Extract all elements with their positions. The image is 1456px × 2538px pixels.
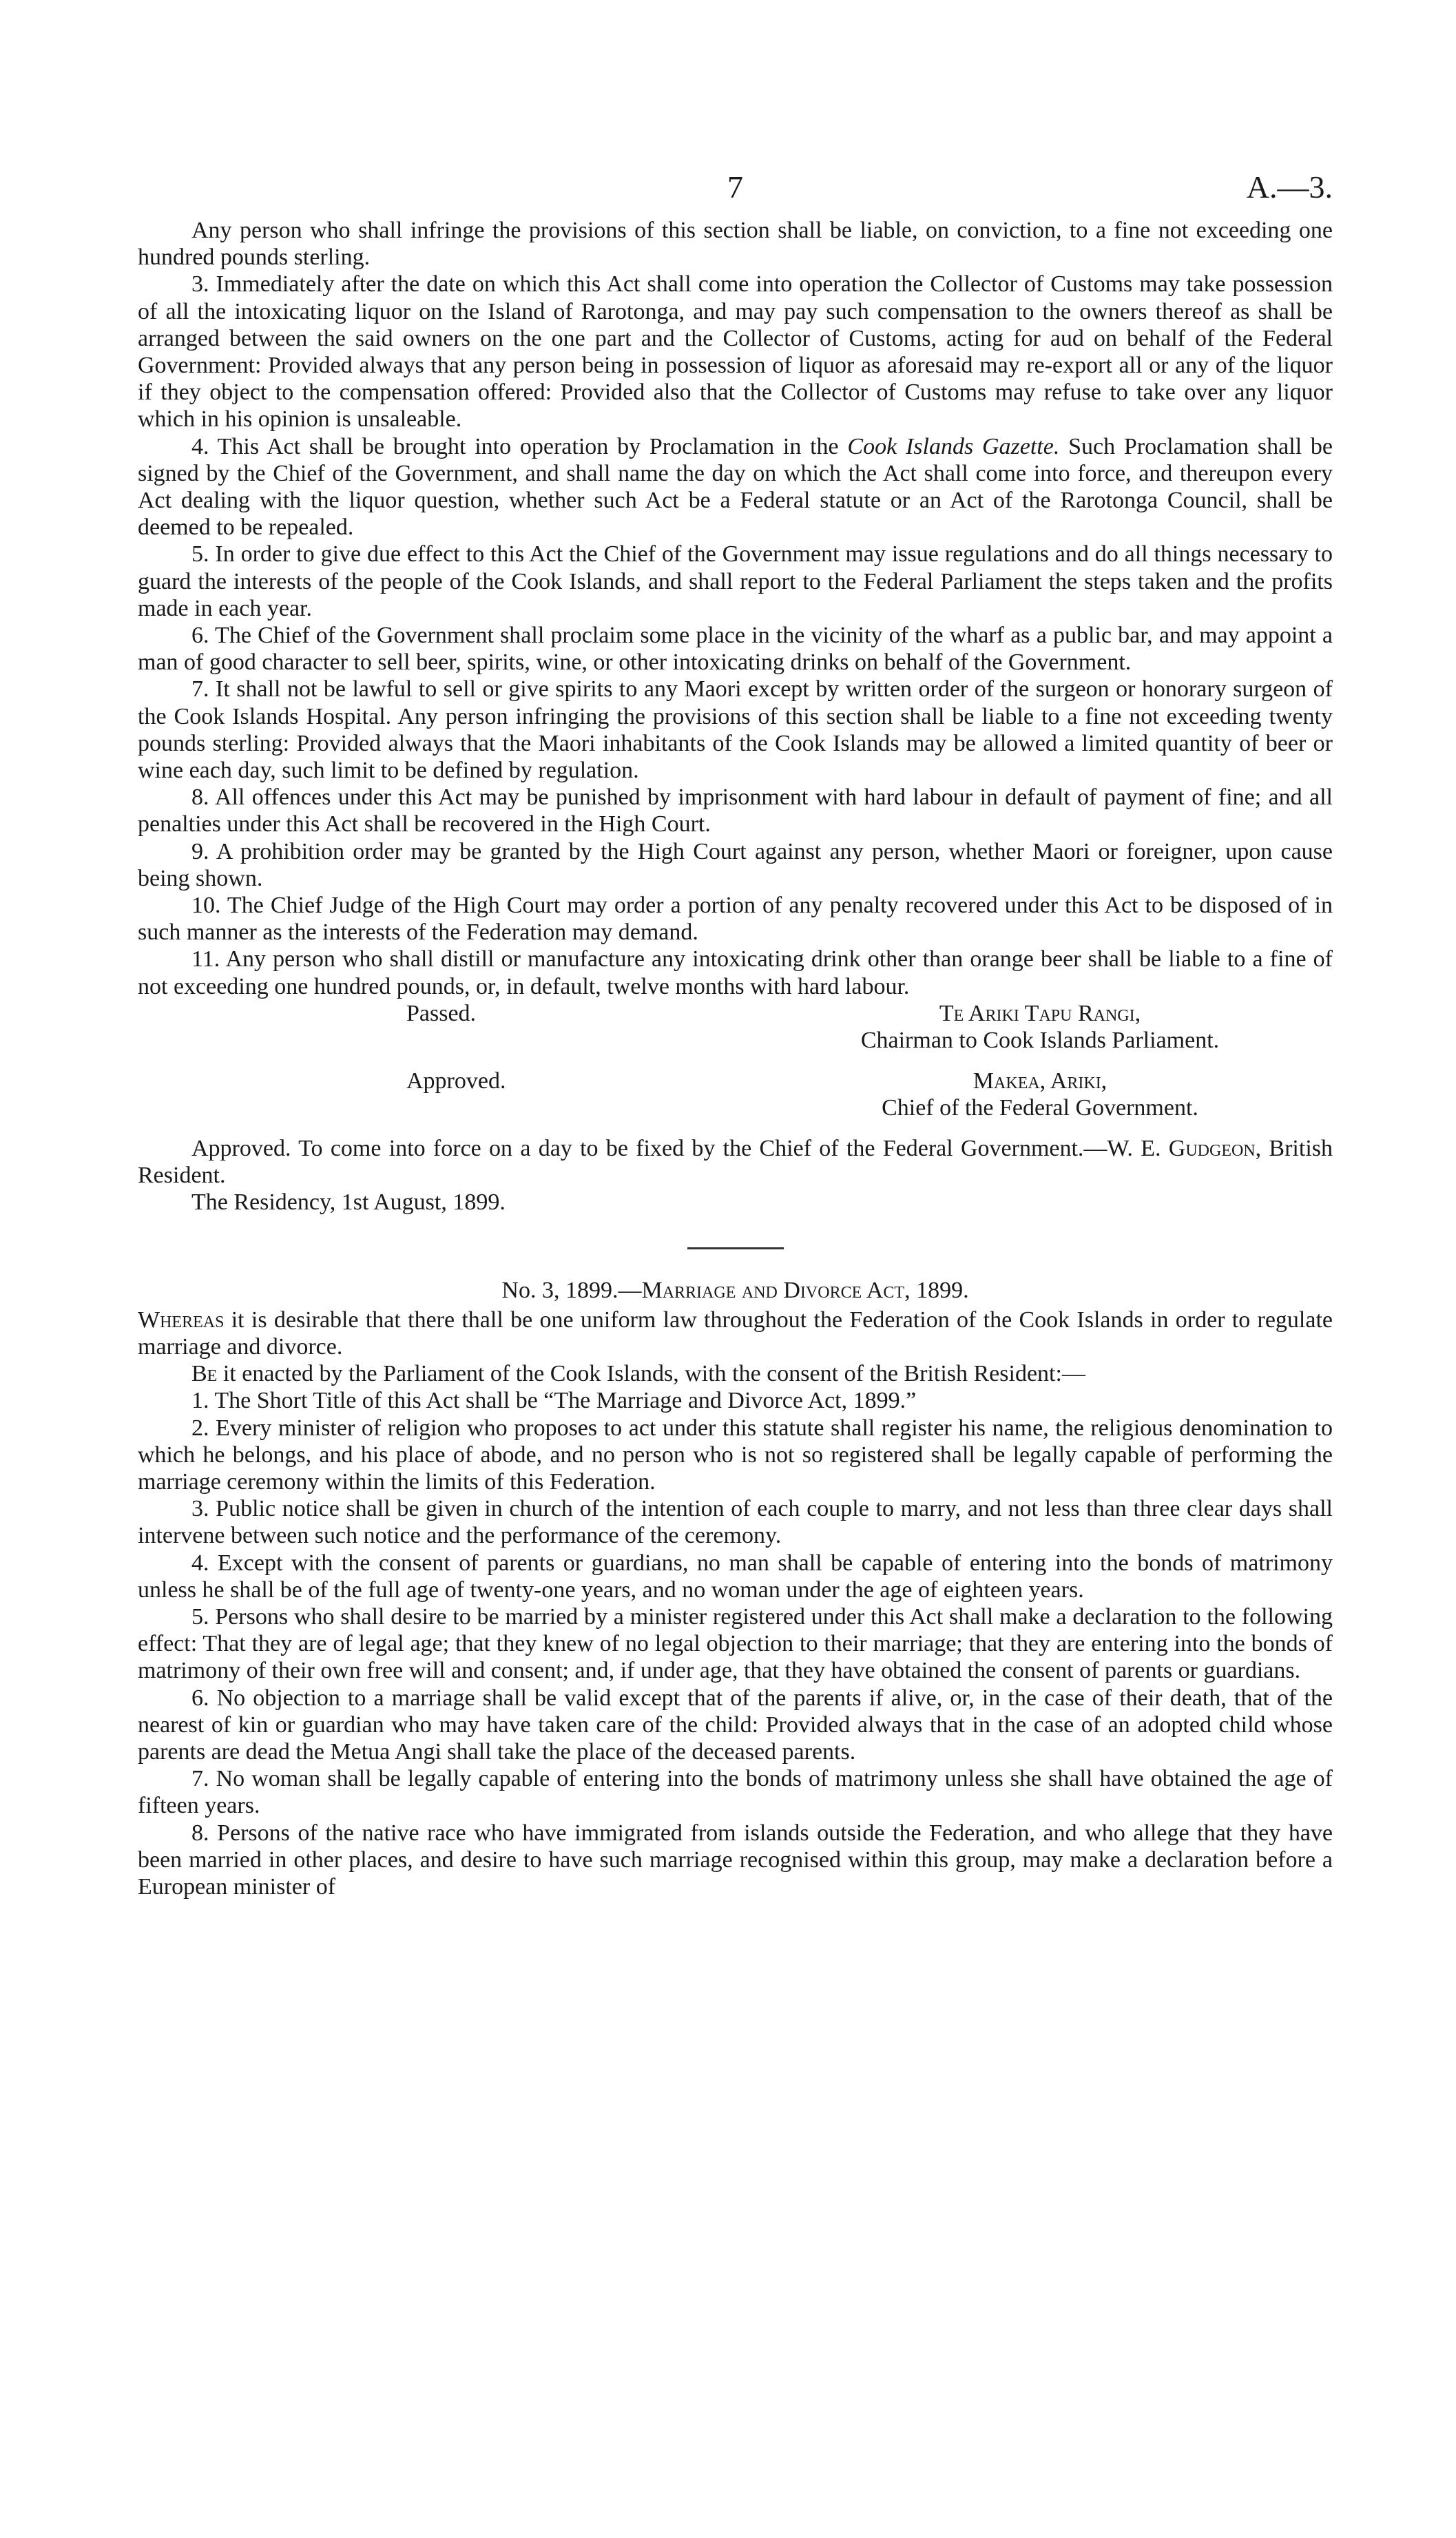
- section-paragraph: 6. No objection to a marriage shall be valid except that of the parents if alive, or, in the case of their death, that of the nearest of kin or guardian who may have taken care of the child: Provided always that in the case of an adopted child whose parents are dead the Metua Angi shall take the place of the deceased parents.: [138, 1685, 1333, 1765]
- section-paragraph: 2. Every minister of religion who proposes to act under this statute shall register his name, the religious denomination to which he belongs, and his place of abode, and no person who is not so registered shall be legally capable of performing the marriage ceremony within the limits of this Federation.: [138, 1415, 1333, 1495]
- paragraph: 9. A prohibition order may be granted by the High Court against any person, whether Maori or foreigner, upon cause being shown.: [138, 838, 1333, 891]
- page-header: [138, 169, 1333, 217]
- chief-role: Chief of the Federal Government.: [882, 1094, 1198, 1121]
- paragraph: [138, 433, 1333, 541]
- paragraph: 11. Any person who shall distill or manufacture any intoxicating drink other than orange beer shall be liable to a fine of not exceeding one hundred pounds, or, in default, twelve months with hard labour.: [138, 946, 1333, 999]
- liquor-act-continuation: [138, 217, 1333, 1000]
- paragraph: 3. Immediately after the date on which this Act shall come into operation the Collector of Customs may take possession of all the intoxicating liquor on the Island of Rarotonga, and may pay such compensation to the owners thereof as shall be arranged between the said owners on the one part and the Collector of Customs, acting for aud on behalf of the Federal Government: Provided always that any person being in possession of liquor as aforesaid may re-export all or any of the liquor if they object to the compensation offered: Provided also that the Collector of Customs may refuse to take over any liquor which in his opinion is unsaleable.: [138, 271, 1333, 433]
- enacting-word: Be: [191, 1361, 218, 1387]
- approval-text-end: , British Resident.: [138, 1135, 1333, 1189]
- act-name: Marriage and Divorce Act: [641, 1277, 905, 1303]
- approval-note: [138, 1135, 1333, 1216]
- resident-name: Gudgeon: [1168, 1135, 1256, 1161]
- enacting-text: it enacted by the Parliament of the Cook Islands, with the consent of the British Resident:—: [217, 1361, 1085, 1387]
- chairman-name: Te Ariki Tapu Rangi,: [939, 1000, 1141, 1026]
- paragraph: 8. All offences under this Act may be punished by imprisonment with hard labour in default of payment of fine; and all penalties under this Act shall be recovered in the High Court.: [138, 784, 1333, 838]
- paragraph: Any person who shall infringe the provisions of this section shall be liable, on conviction, to a fine not exceeding one hundred pounds sterling.: [138, 218, 1333, 271]
- paragraph: 6. The Chief of the Government shall proclaim some place in the vicinity of the wharf as a public bar, and may appoint a man of good character to sell beer, spirits, wine, or other intoxicating drinks on behalf of the Government.: [138, 623, 1333, 676]
- paragraph-text: 4. This Act shall be brought into operation by Proclamation in the: [191, 433, 848, 459]
- section-paragraph: 3. Public notice shall be given in church of the intention of each couple to marry, and not less than three clear days shall intervene between such notice and the performance of the ceremony.: [138, 1496, 1333, 1549]
- act-title: [138, 1277, 1333, 1304]
- document-reference: A.—3.: [1246, 169, 1333, 205]
- document-page: [138, 169, 1333, 1900]
- section-divider: [687, 1247, 784, 1249]
- paragraph: 5. In order to give due effect to this Act the Chief of the Government may issue regulations and do all things necessary to guard the interests of the people of the Cook Islands, and shall report to the Federal Parliament the steps taken and the profits made in each year.: [138, 541, 1333, 621]
- approved-label: Approved.: [406, 1068, 506, 1094]
- passed-label: Passed.: [406, 1000, 477, 1026]
- preamble-text: it is desirable that there thall be one uniform law throughout the Federation of the Cook Islands in order to regulate marriage and divorce.: [138, 1307, 1333, 1360]
- paragraph: 7. It shall not be lawful to sell or give spirits to any Maori except by written order of the surgeon or honorary surgeon of the Cook Islands Hospital. Any person infringing the provisions of this section shall be liable to a fine not exceeding twenty pounds sterling: Provided always that the Maori inhabitants of the Cook Islands may be allowed a limited quantity of beer or wine each day, such limit to be defined by regulation.: [138, 676, 1333, 784]
- section-paragraph: 8. Persons of the native race who have immigrated from islands outside the Federation, and who allege that they have been married in other places, and desire to have such marriage recognised within this group, may make a declaration before a European minister of: [138, 1820, 1333, 1900]
- section-paragraph: 5. Persons who shall desire to be married by a minister registered under this Act shall make a declaration to the following effect: That they are of legal age; that they knew of no legal objection to their marriage; that they are entering into the bonds of matrimony of their own free will and consent; and, if under age, that they have obtained the consent of parents or guardians.: [138, 1603, 1333, 1684]
- approval-text: Approved. To come into force on a day to be fixed by the Chief of the Federal Government.—W. E.: [191, 1135, 1169, 1161]
- chief-name: Makea, Ariki,: [973, 1068, 1107, 1094]
- chairman-role: Chairman to Cook Islands Parliament.: [860, 1027, 1220, 1053]
- section-paragraph: 4. Except with the consent of parents or guardians, no man shall be capable of entering into the bonds of matrimony unless he shall be of the full age of twenty-one years, and no woman under the age of eighteen years.: [138, 1550, 1333, 1603]
- approval-paragraph: [138, 1135, 1333, 1189]
- section-paragraph: 7. No woman shall be legally capable of entering into the bonds of matrimony unless she shall have obtained the age of fifteen years.: [138, 1766, 1333, 1819]
- paragraph-text: Such Proclamation shall be signed by the Chief of the Government, and shall name the day on which the Act shall come into force, and thereupon every Act dealing with the liquor question, whether such Act be a Federal statute or an Act of the Rarotonga Council, shall be deemed to be repealed.: [138, 433, 1333, 541]
- signature-block: [138, 1000, 1333, 1135]
- gazette-title: Cook Islands Gazette.: [847, 433, 1060, 459]
- enacting-clause: [138, 1360, 1333, 1387]
- location-date: The Residency, 1st August, 1899.: [191, 1189, 506, 1216]
- act-number: No. 3, 1899.—: [501, 1277, 642, 1303]
- paragraph: 10. The Chief Judge of the High Court may order a portion of any penalty recovered under this Act to be disposed of in such manner as the interests of the Federation may demand.: [138, 893, 1333, 946]
- whereas-word: Whereas: [138, 1307, 225, 1333]
- section-paragraph: 1. The Short Title of this Act shall be “The Marriage and Divorce Act, 1899.”: [191, 1388, 917, 1414]
- marriage-act-body: [138, 1307, 1333, 1900]
- act-year: , 1899.: [904, 1277, 969, 1303]
- preamble: [138, 1307, 1333, 1360]
- page-number: 7: [727, 169, 743, 205]
